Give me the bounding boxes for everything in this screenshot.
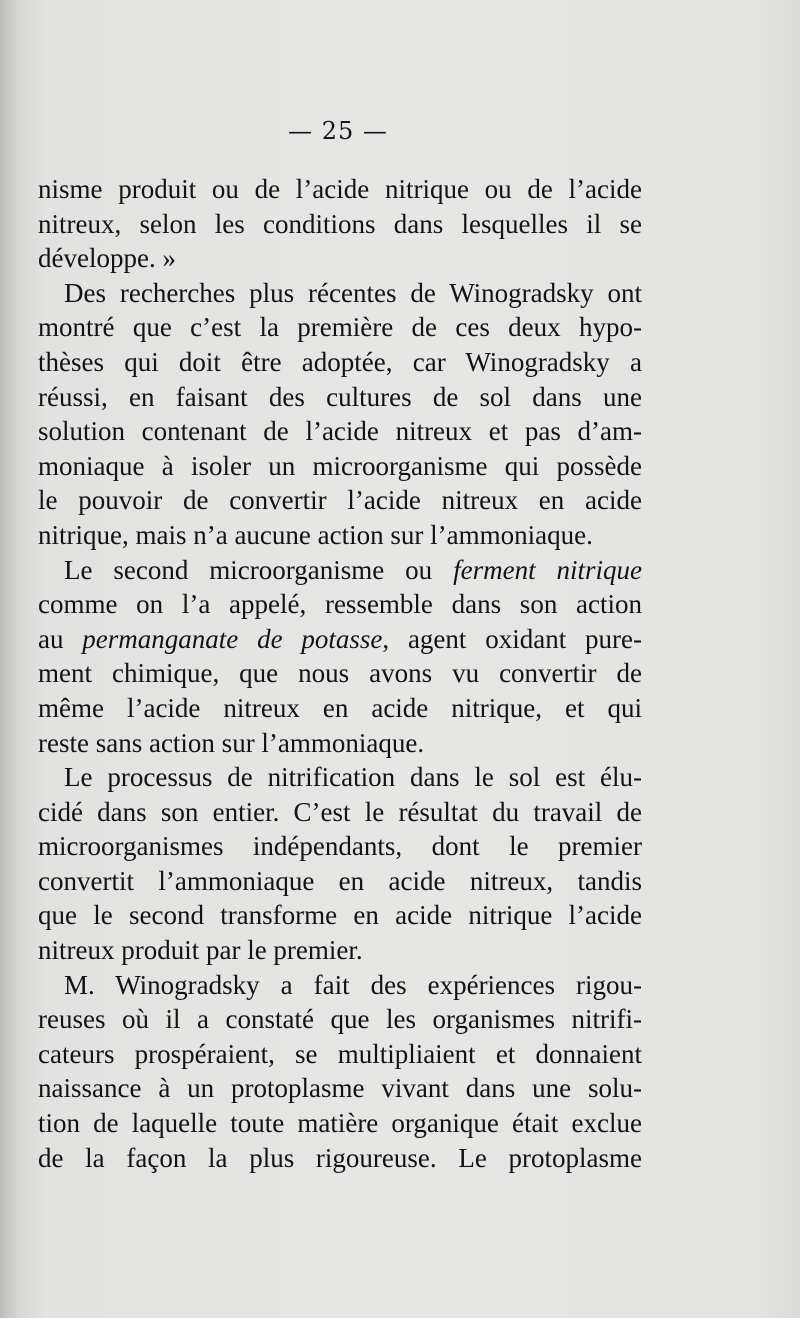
text-line: nisme produit ou de l’acide nitrique ou de l’acide xyxy=(38,174,642,204)
page-number: — 25 — xyxy=(288,117,388,145)
text-line xyxy=(38,622,642,657)
text-line: de la façon la plus rigoureuse. Le protoplasme xyxy=(38,1142,642,1173)
paragraph-start-line: Des recherches plus récentes de Winogradsky ont xyxy=(64,277,642,308)
text-line: montré que c’est la première de ces deux hypo- xyxy=(38,312,642,343)
text-run: au xyxy=(38,623,83,654)
text-line: microorganismes indépendants, dont le premier xyxy=(38,831,642,862)
text-line: le pouvoir de convertir l’acide nitreux en acide xyxy=(38,485,642,516)
text-run: Le second microorganisme ou xyxy=(64,554,454,585)
text-line: réussi, en faisant des cultures de sol dans une xyxy=(38,381,642,412)
text-line: convertit l’ammoniaque en acide nitreux, tandis xyxy=(38,865,642,896)
text-line: reste sans action sur l’ammoniaque. xyxy=(38,727,425,758)
text-line: nitreux produit par le premier. xyxy=(38,935,363,966)
text-line: développe. » xyxy=(38,243,176,274)
text-line: ment chimique, que nous avons vu convertir de xyxy=(38,658,642,689)
italic-term: permanganate de potasse xyxy=(82,623,383,654)
text-line: cateurs prospéraient, se multipliaient et donnaient xyxy=(38,1038,642,1069)
text-line: reuses où il a constaté que les organismes nitrifi- xyxy=(38,1004,642,1035)
text-line: thèses qui doit être adoptée, car Winogradsky a xyxy=(38,346,642,377)
text-line: tion de laquelle toute matière organique était exclue xyxy=(38,1108,642,1139)
italic-term: ferment nitrique xyxy=(453,554,642,585)
text-line: nitrique, mais n’a aucune action sur l’ammoniaque. xyxy=(38,519,593,550)
text-line: cidé dans son entier. C’est le résultat du travail de xyxy=(38,796,642,827)
body-text xyxy=(38,172,642,1175)
text-line: solution contenant de l’acide nitreux et pas d’am- xyxy=(38,416,642,447)
paragraph-start-line: Le processus de nitrification dans le sol est élu- xyxy=(64,762,642,793)
text-line: naissance à un protoplasme vivant dans une solu- xyxy=(38,1073,642,1104)
text-line: nitreux, selon les conditions dans lesquelles il se xyxy=(38,208,642,239)
text-line: que le second transforme en acide nitrique l’acide xyxy=(38,900,642,931)
text-line: comme on l’a appelé, ressemble dans son action xyxy=(38,589,642,620)
text-line: même l’acide nitreux en acide nitrique, et qui xyxy=(38,692,642,723)
paragraph-start-line: M. Winogradsky a fait des expériences rigou- xyxy=(64,969,642,1000)
paragraph-start-line xyxy=(38,553,642,588)
text-line: moniaque à isoler un microorganisme qui possède xyxy=(38,450,642,481)
text-run: , agent oxidant pure- xyxy=(382,623,642,654)
